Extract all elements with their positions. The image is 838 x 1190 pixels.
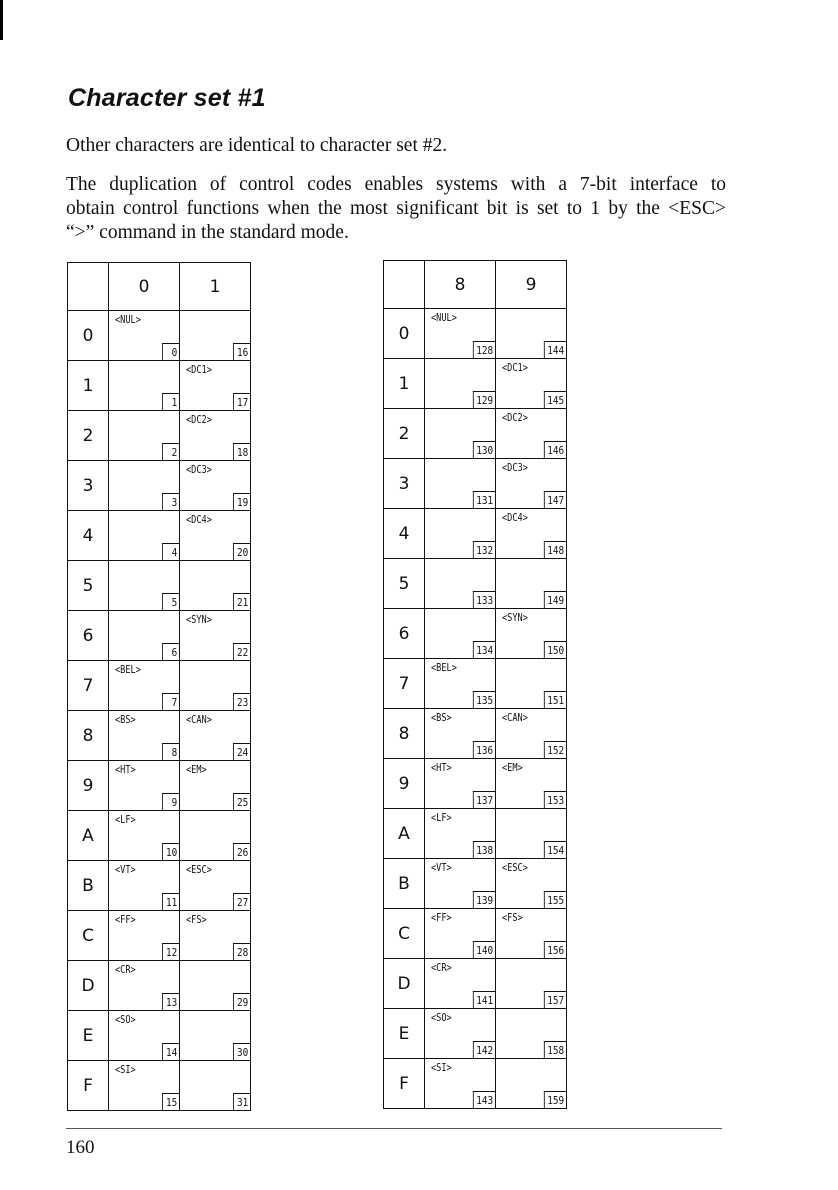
control-code-label: <BEL> — [115, 664, 141, 676]
character-cell — [496, 759, 567, 809]
control-code-label: <DC1> — [186, 364, 212, 376]
character-cell — [109, 311, 180, 361]
decimal-code-box: 141 — [473, 991, 495, 1008]
decimal-code-box: 153 — [544, 791, 566, 808]
character-cell — [425, 709, 496, 759]
column-header: 1 — [180, 263, 251, 311]
character-cell — [180, 661, 251, 711]
decimal-code-box: 24 — [233, 743, 250, 760]
row-header: 3 — [384, 459, 425, 509]
character-cell — [496, 859, 567, 909]
control-code-label: <FS> — [502, 912, 523, 924]
decimal-code-box: 31 — [233, 1093, 250, 1110]
table-row — [68, 461, 251, 511]
character-cell — [109, 511, 180, 561]
table-row — [384, 709, 567, 759]
table-row — [68, 411, 251, 461]
control-code-label: <NUL> — [115, 314, 141, 326]
decimal-code-box: 2 — [162, 443, 179, 460]
character-cell — [109, 611, 180, 661]
control-code-label: <BS> — [431, 712, 452, 724]
decimal-code-box: 9 — [162, 793, 179, 810]
decimal-code-box: 22 — [233, 643, 250, 660]
decimal-code-box: 139 — [473, 891, 495, 908]
table-header-row — [384, 261, 567, 309]
row-header: 8 — [68, 711, 109, 761]
control-code-label: <SO> — [431, 1012, 452, 1024]
control-code-label: <SYN> — [502, 612, 528, 624]
control-code-label: <EM> — [186, 764, 207, 776]
row-header: 5 — [384, 559, 425, 609]
row-header: E — [384, 1009, 425, 1059]
control-code-label: <FF> — [115, 914, 136, 926]
decimal-code-box: 20 — [233, 543, 250, 560]
control-code-label: <DC2> — [502, 412, 528, 424]
table-row — [68, 561, 251, 611]
decimal-code-box: 149 — [544, 591, 566, 608]
decimal-code-box: 18 — [233, 443, 250, 460]
control-code-label: <CAN> — [502, 712, 528, 724]
character-cell — [109, 661, 180, 711]
decimal-code-box: 155 — [544, 891, 566, 908]
row-header: 0 — [68, 311, 109, 361]
character-cell — [109, 711, 180, 761]
table-row — [384, 559, 567, 609]
control-code-label: <SI> — [115, 1064, 136, 1076]
character-cell — [496, 659, 567, 709]
character-cell — [180, 861, 251, 911]
control-code-label: <FS> — [186, 914, 207, 926]
control-code-label: <DC2> — [186, 414, 212, 426]
control-code-label: <HT> — [115, 764, 136, 776]
table-row — [68, 361, 251, 411]
table-row — [384, 759, 567, 809]
decimal-code-box: 147 — [544, 491, 566, 508]
column-header: 8 — [425, 261, 496, 309]
decimal-code-box: 26 — [233, 843, 250, 860]
table-corner-cell — [68, 263, 109, 311]
table-row — [68, 311, 251, 361]
decimal-code-box: 29 — [233, 993, 250, 1010]
decimal-code-box: 159 — [544, 1091, 566, 1108]
character-cell — [425, 659, 496, 709]
row-header: 3 — [68, 461, 109, 511]
decimal-code-box: 135 — [473, 691, 495, 708]
table-row — [384, 1059, 567, 1109]
table-row — [384, 659, 567, 709]
character-cell — [496, 509, 567, 559]
table-row — [384, 959, 567, 1009]
decimal-code-box: 156 — [544, 941, 566, 958]
character-cell — [496, 1009, 567, 1059]
control-code-label: <BEL> — [431, 662, 457, 674]
decimal-code-box: 154 — [544, 841, 566, 858]
table-row — [68, 1011, 251, 1061]
table-header-row — [68, 263, 251, 311]
character-cell — [180, 361, 251, 411]
control-code-label: <LF> — [115, 814, 136, 826]
character-cell — [425, 1059, 496, 1109]
character-cell — [180, 611, 251, 661]
control-code-label: <DC3> — [502, 462, 528, 474]
control-code-label: <SYN> — [186, 614, 212, 626]
character-cell — [109, 761, 180, 811]
control-code-label: <EM> — [502, 762, 523, 774]
control-code-label: <CAN> — [186, 714, 212, 726]
character-cell — [180, 811, 251, 861]
control-code-label: <HT> — [431, 762, 452, 774]
row-header: 2 — [384, 409, 425, 459]
decimal-code-box: 140 — [473, 941, 495, 958]
table-row — [384, 909, 567, 959]
table-row — [68, 611, 251, 661]
decimal-code-box: 157 — [544, 991, 566, 1008]
character-cell — [180, 311, 251, 361]
character-cell — [496, 909, 567, 959]
decimal-code-box: 10 — [162, 843, 179, 860]
control-code-label: <CR> — [115, 964, 136, 976]
character-cell — [180, 511, 251, 561]
character-cell — [425, 909, 496, 959]
character-cell — [496, 309, 567, 359]
decimal-code-box: 133 — [473, 591, 495, 608]
character-cell — [425, 809, 496, 859]
character-cell — [180, 1061, 251, 1111]
table-row — [68, 811, 251, 861]
decimal-code-box: 152 — [544, 741, 566, 758]
character-cell — [109, 1011, 180, 1061]
table-row — [68, 761, 251, 811]
control-code-label: <LF> — [431, 812, 452, 824]
decimal-code-box: 150 — [544, 641, 566, 658]
decimal-code-box: 128 — [473, 341, 495, 358]
control-code-label: <BS> — [115, 714, 136, 726]
row-header: 6 — [384, 609, 425, 659]
character-cell — [425, 359, 496, 409]
character-cell — [109, 911, 180, 961]
character-cell — [425, 609, 496, 659]
table-row — [68, 661, 251, 711]
table-row — [384, 809, 567, 859]
control-code-label: <VT> — [115, 864, 136, 876]
table-row — [68, 861, 251, 911]
control-code-label: <DC4> — [186, 514, 212, 526]
decimal-code-box: 13 — [162, 993, 179, 1010]
table-row — [384, 509, 567, 559]
character-cell — [496, 559, 567, 609]
character-cell — [425, 859, 496, 909]
character-cell — [496, 359, 567, 409]
control-code-label: <VT> — [431, 862, 452, 874]
row-header: 8 — [384, 709, 425, 759]
description-line-2: obtain control functions when the most significant bit is set to 1 by the <ESC> — [66, 198, 726, 219]
control-code-label: <DC3> — [186, 464, 212, 476]
character-cell — [425, 759, 496, 809]
row-header: 9 — [384, 759, 425, 809]
control-code-label: <ESC> — [186, 864, 212, 876]
table-row — [384, 409, 567, 459]
decimal-code-box: 11 — [162, 893, 179, 910]
character-cell — [109, 811, 180, 861]
row-header: 9 — [68, 761, 109, 811]
control-code-label: <CR> — [431, 962, 452, 974]
character-cell — [180, 1011, 251, 1061]
decimal-code-box: 158 — [544, 1041, 566, 1058]
decimal-code-box: 148 — [544, 541, 566, 558]
decimal-code-box: 1 — [162, 393, 179, 410]
decimal-code-box: 16 — [233, 343, 250, 360]
row-header: E — [68, 1011, 109, 1061]
table-row — [68, 1061, 251, 1111]
description-line-1: The duplication of control codes enables systems with a 7-bit interface to — [66, 174, 726, 195]
character-cell — [180, 911, 251, 961]
row-header: 1 — [68, 361, 109, 411]
character-cell — [109, 861, 180, 911]
control-code-label: <DC1> — [502, 362, 528, 374]
intro-paragraph: Other characters are identical to character set #2. — [66, 135, 448, 156]
row-header: B — [68, 861, 109, 911]
table-row — [384, 309, 567, 359]
decimal-code-box: 7 — [162, 693, 179, 710]
row-header: 5 — [68, 561, 109, 611]
decimal-code-box: 134 — [473, 641, 495, 658]
description-paragraph — [66, 173, 726, 245]
control-code-label: <SO> — [115, 1014, 136, 1026]
decimal-code-box: 25 — [233, 793, 250, 810]
character-cell — [425, 409, 496, 459]
table-row — [384, 1009, 567, 1059]
decimal-code-box: 130 — [473, 441, 495, 458]
table-row — [68, 511, 251, 561]
row-header: D — [384, 959, 425, 1009]
character-cell — [496, 1059, 567, 1109]
table-row — [384, 609, 567, 659]
decimal-code-box: 12 — [162, 943, 179, 960]
character-cell — [496, 809, 567, 859]
row-header: 0 — [384, 309, 425, 359]
decimal-code-box: 132 — [473, 541, 495, 558]
character-cell — [109, 561, 180, 611]
control-code-label: <ESC> — [502, 862, 528, 874]
table-corner-cell — [384, 261, 425, 309]
page-number: 160 — [66, 1137, 95, 1158]
row-header: F — [68, 1061, 109, 1111]
decimal-code-box: 145 — [544, 391, 566, 408]
character-cell — [425, 1009, 496, 1059]
decimal-code-box: 15 — [162, 1093, 179, 1110]
decimal-code-box: 21 — [233, 593, 250, 610]
control-code-label: <NUL> — [431, 312, 457, 324]
table-row — [68, 911, 251, 961]
character-cell — [109, 411, 180, 461]
row-header: B — [384, 859, 425, 909]
control-code-label: <SI> — [431, 1062, 452, 1074]
decimal-code-box: 151 — [544, 691, 566, 708]
table-row — [384, 859, 567, 909]
decimal-code-box: 14 — [162, 1043, 179, 1060]
character-cell — [109, 361, 180, 411]
binding-edge-mark — [0, 0, 3, 40]
description-line-3: “>” command in the standard mode. — [66, 222, 349, 243]
decimal-code-box: 30 — [233, 1043, 250, 1060]
character-cell — [496, 609, 567, 659]
character-cell — [109, 961, 180, 1011]
decimal-code-box: 3 — [162, 493, 179, 510]
row-header: A — [384, 809, 425, 859]
row-header: 7 — [384, 659, 425, 709]
row-header: 6 — [68, 611, 109, 661]
decimal-code-box: 131 — [473, 491, 495, 508]
decimal-code-box: 142 — [473, 1041, 495, 1058]
character-cell — [180, 411, 251, 461]
character-cell — [496, 959, 567, 1009]
character-cell — [180, 461, 251, 511]
table-row — [68, 711, 251, 761]
row-header: 4 — [68, 511, 109, 561]
row-header: F — [384, 1059, 425, 1109]
control-code-label: <DC4> — [502, 512, 528, 524]
character-cell — [109, 461, 180, 511]
decimal-code-box: 8 — [162, 743, 179, 760]
footer-rule — [66, 1128, 722, 1129]
character-cell — [425, 559, 496, 609]
decimal-code-box: 143 — [473, 1091, 495, 1108]
column-header: 9 — [496, 261, 567, 309]
character-cell — [425, 459, 496, 509]
control-code-label: <FF> — [431, 912, 452, 924]
character-cell — [425, 309, 496, 359]
decimal-code-box: 27 — [233, 893, 250, 910]
decimal-code-box: 137 — [473, 791, 495, 808]
character-table-low — [67, 262, 251, 1111]
table-row — [384, 459, 567, 509]
character-cell — [180, 711, 251, 761]
row-header: C — [68, 911, 109, 961]
row-header: 7 — [68, 661, 109, 711]
decimal-code-box: 23 — [233, 693, 250, 710]
row-header: 1 — [384, 359, 425, 409]
decimal-code-box: 129 — [473, 391, 495, 408]
section-title: Character set #1 — [68, 84, 266, 112]
character-table-high — [383, 260, 567, 1109]
table-row — [384, 359, 567, 409]
row-header: C — [384, 909, 425, 959]
row-header: A — [68, 811, 109, 861]
decimal-code-box: 28 — [233, 943, 250, 960]
decimal-code-box: 17 — [233, 393, 250, 410]
row-header: D — [68, 961, 109, 1011]
decimal-code-box: 144 — [544, 341, 566, 358]
character-cell — [425, 509, 496, 559]
character-cell — [109, 1061, 180, 1111]
decimal-code-box: 4 — [162, 543, 179, 560]
character-cell — [180, 761, 251, 811]
character-cell — [496, 709, 567, 759]
decimal-code-box: 138 — [473, 841, 495, 858]
decimal-code-box: 136 — [473, 741, 495, 758]
decimal-code-box: 6 — [162, 643, 179, 660]
character-cell — [496, 459, 567, 509]
decimal-code-box: 5 — [162, 593, 179, 610]
decimal-code-box: 146 — [544, 441, 566, 458]
column-header: 0 — [109, 263, 180, 311]
row-header: 4 — [384, 509, 425, 559]
decimal-code-box: 19 — [233, 493, 250, 510]
decimal-code-box: 0 — [162, 343, 179, 360]
character-cell — [496, 409, 567, 459]
row-header: 2 — [68, 411, 109, 461]
character-cell — [180, 961, 251, 1011]
character-cell — [425, 959, 496, 1009]
table-row — [68, 961, 251, 1011]
character-cell — [180, 561, 251, 611]
